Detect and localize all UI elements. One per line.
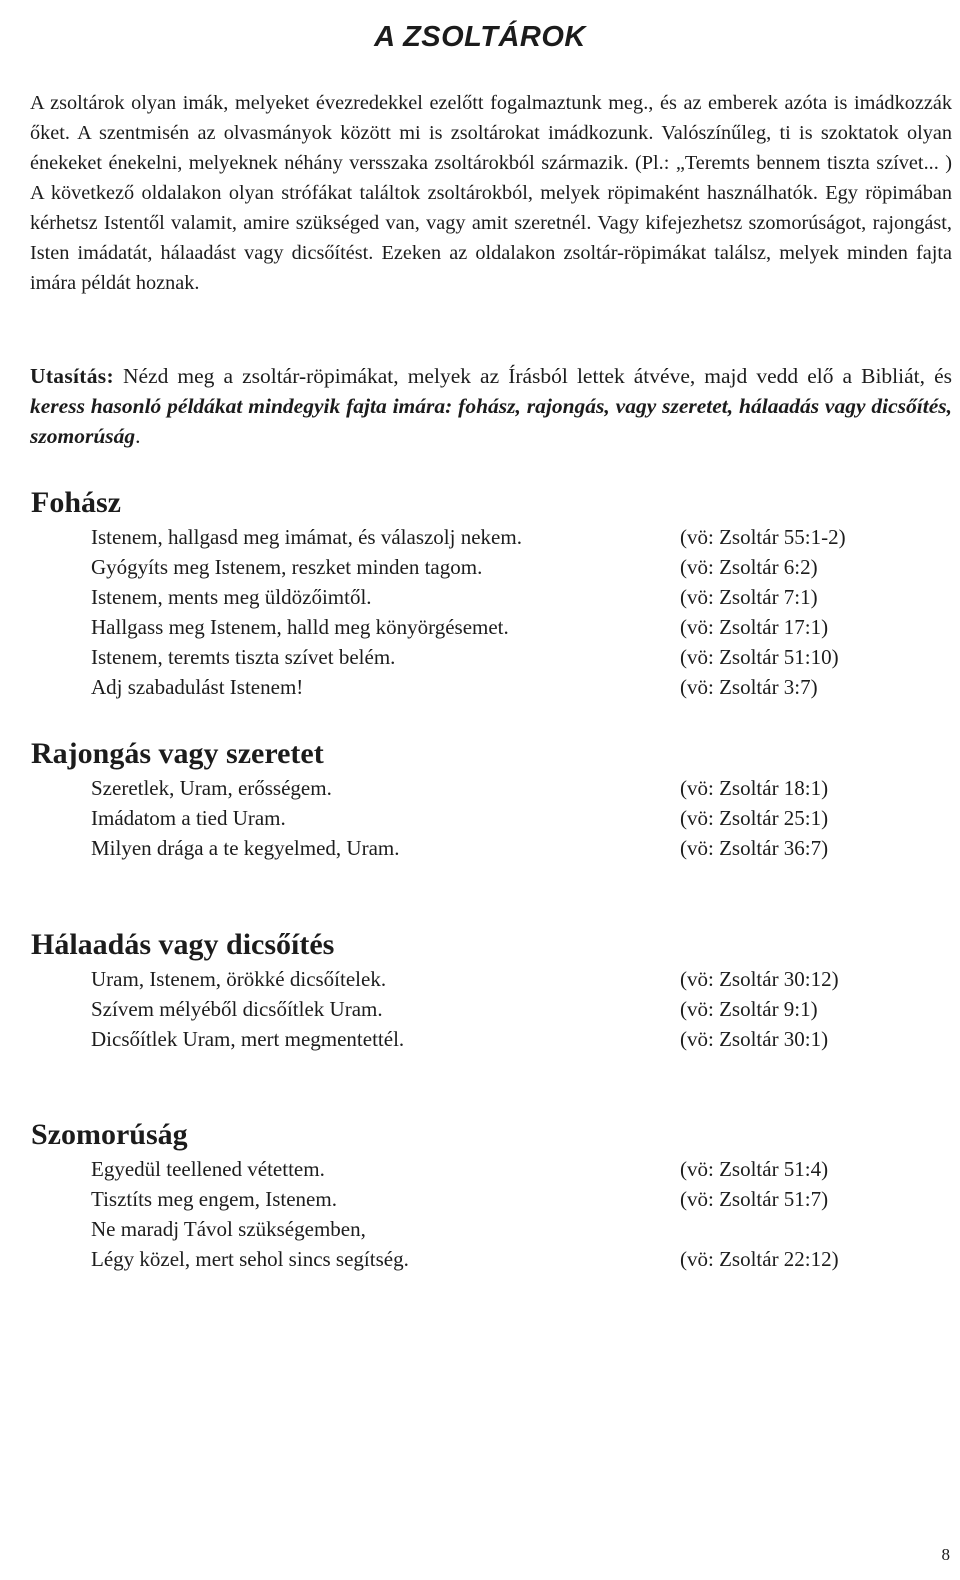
psalm-reference: (vö: Zsoltár 30:12) (680, 967, 839, 991)
psalm-row (91, 1184, 921, 1214)
psalm-text: Istenem, teremts tiszta szívet belém. (91, 645, 396, 669)
psalm-reference: (vö: Zsoltár 36:7) (680, 836, 829, 860)
psalm-text: Imádatom a tied Uram. (91, 806, 286, 830)
page-title: A ZSOLTÁROK (374, 21, 586, 54)
section-title-fohasz: Fohász (31, 486, 121, 519)
psalm-row (91, 1244, 921, 1274)
instruction-paragraph (30, 361, 952, 451)
instruction-end: . (135, 424, 141, 448)
instruction-emphasis: keress hasonló példákat mindegyik fajta imára: fohász, rajongás, vagy szeretet, hálaadás vagy dicsőítés, szomorúság (30, 394, 952, 448)
psalm-row (91, 1214, 921, 1244)
psalm-text: Istenem, hallgasd meg imámat, és válaszolj nekem. (91, 525, 522, 549)
psalm-list-fohasz (91, 522, 921, 702)
psalm-row (91, 1154, 921, 1184)
psalm-row (91, 1024, 921, 1054)
psalm-text: Szívem mélyéből dicsőítlek Uram. (91, 997, 383, 1021)
psalm-reference: (vö: Zsoltár 3:7) (680, 675, 818, 699)
page-number: 8 (941, 1545, 950, 1564)
psalm-text: Adj szabadulást Istenem! (91, 675, 304, 699)
psalm-row (91, 994, 921, 1024)
psalm-row (91, 833, 921, 863)
psalm-row (91, 612, 921, 642)
psalm-reference: (vö: Zsoltár 51:10) (680, 645, 839, 669)
psalm-reference: (vö: Zsoltár 55:1-2) (680, 525, 846, 549)
psalm-row (91, 522, 921, 552)
psalm-reference: (vö: Zsoltár 6:2) (680, 555, 818, 579)
section-title-halaadas: Hálaadás vagy dicsőítés (31, 928, 335, 961)
psalm-text: Hallgass meg Istenem, halld meg könyörgésemet. (91, 615, 509, 639)
psalm-reference: (vö: Zsoltár 51:4) (680, 1157, 829, 1181)
psalm-row (91, 582, 921, 612)
psalm-row (91, 964, 921, 994)
psalm-row (91, 803, 921, 833)
psalm-text: Légy közel, mert sehol sincs segítség. (91, 1247, 409, 1271)
psalm-list-rajongas (91, 773, 921, 863)
psalm-reference: (vö: Zsoltár 51:7) (680, 1187, 829, 1211)
intro-paragraph: A zsoltárok olyan imák, melyeket évezredekkel ezelőtt fogalmaztunk meg., és az emberek azóta is imádkozzák őket. A szentmisén az olvasmányok között mi is zsoltárokat imádkozunk. Valószínűleg, ti is szoktatok olyan énekeket énekelni, melyeknek néhány versszaka zsoltárokból származik. (Pl.: „Teremts bennem tiszta szívet... ) A következő oldalakon olyan strófákat találtok zsoltárokból, melyek röpimaként használhatók. Egy röpimában kérhetsz Istentől valamit, amire szükséged van, vagy amit szeretnél. Vagy kifejezhetsz szomorúságot, rajongást, Isten imádatát, hálaadást vagy dicsőítést. Ezeken az oldalakon zsoltár-röpimákat találsz, melyek minden fajta imára példát hoznak. (30, 92, 952, 294)
psalm-text: Ne maradj Távol szükségemben, (91, 1217, 366, 1241)
psalm-text: Tisztíts meg engem, Istenem. (91, 1187, 337, 1211)
psalm-row (91, 642, 921, 672)
section-title-szomorusag: Szomorúság (31, 1118, 188, 1151)
psalm-text: Gyógyíts meg Istenem, reszket minden tagom. (91, 555, 483, 579)
psalm-reference: (vö: Zsoltár 7:1) (680, 585, 818, 609)
instruction-label: Utasítás: (30, 364, 114, 388)
psalm-text: Uram, Istenem, örökké dicsőítelek. (91, 967, 387, 991)
psalm-reference: (vö: Zsoltár 30:1) (680, 1027, 829, 1051)
psalm-row (91, 672, 921, 702)
psalm-text: Egyedül teellened vétettem. (91, 1157, 325, 1181)
psalm-text: Milyen drága a te kegyelmed, Uram. (91, 836, 400, 860)
psalm-text: Szeretlek, Uram, erősségem. (91, 776, 332, 800)
psalm-reference: (vö: Zsoltár 9:1) (680, 997, 818, 1021)
psalm-list-szomorusag (91, 1154, 921, 1274)
psalm-text: Istenem, ments meg üldözőimtől. (91, 585, 372, 609)
psalm-list-halaadas (91, 964, 921, 1054)
psalm-reference: (vö: Zsoltár 17:1) (680, 615, 829, 639)
psalm-reference: (vö: Zsoltár 18:1) (680, 776, 829, 800)
psalm-text: Dicsőítlek Uram, mert megmentettél. (91, 1027, 405, 1051)
section-title-rajongas: Rajongás vagy szeretet (31, 737, 324, 770)
instruction-text: Nézd meg a zsoltár-röpimákat, melyek az Írásból lettek átvéve, majd vedd elő a Bibliát, és (113, 364, 952, 388)
psalm-reference: (vö: Zsoltár 25:1) (680, 806, 829, 830)
psalm-row (91, 773, 921, 803)
psalm-reference: (vö: Zsoltár 22:12) (680, 1247, 839, 1271)
psalm-row (91, 552, 921, 582)
